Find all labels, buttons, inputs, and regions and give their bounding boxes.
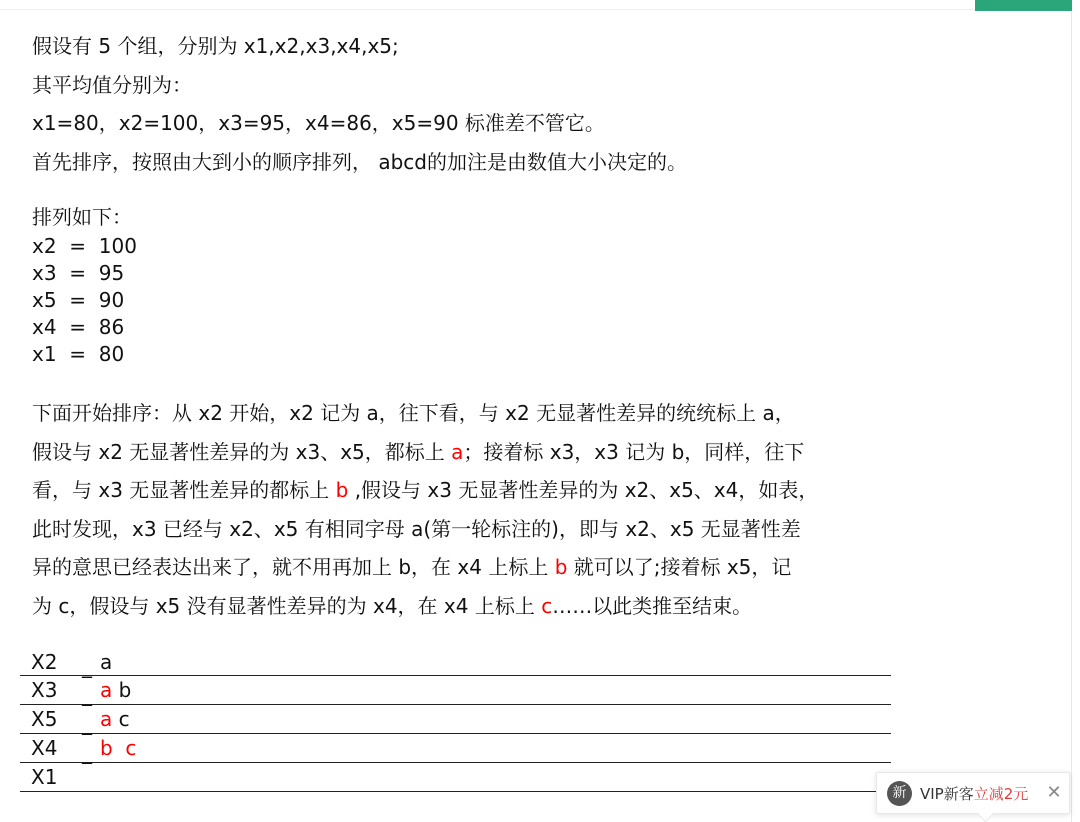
explain-line-2: 假设与 x2 无显著性差异的为 x3、x5，都标上 a；接着标 x3，x3 记为 b，同样，往下 xyxy=(32,439,805,464)
vip-discount: 立减2元 xyxy=(973,785,1029,803)
explain-line-5: 异的意思已经表达出来了，就不用再加上 b，在 x4 上标上 b 就可以了;接着标 x5，记 xyxy=(32,555,792,579)
group-name: X2 xyxy=(31,650,58,674)
top-border xyxy=(0,9,1072,10)
paragraph-means-values: x1=80，x2=100，x3=95，x4=86，x5=90 标准差不管它。 xyxy=(32,111,605,135)
letter-marks: a c xyxy=(100,707,130,731)
group-name: X4 xyxy=(31,736,58,760)
red-mark: c xyxy=(541,593,553,618)
red-mark: b xyxy=(335,478,349,502)
article-body xyxy=(32,27,902,625)
close-icon[interactable]: ✕ xyxy=(1046,782,1062,803)
group-name: X3 xyxy=(31,678,58,702)
table-row xyxy=(20,734,891,763)
table-row xyxy=(20,705,891,734)
table-row xyxy=(20,648,891,676)
vip-promo-popup[interactable] xyxy=(876,772,1070,814)
sorted-list-item: x3 = 95 xyxy=(32,261,125,285)
vip-promo-text[interactable]: VIP新客立减2元 xyxy=(920,785,1029,803)
dash-mark: _ xyxy=(82,654,92,678)
explain-line-3: 看，与 x3 无显著性差异的都标上 b ,假设与 x3 无显著性差异的为 x2、x5、x4，如表， xyxy=(32,478,819,502)
popup-arrow xyxy=(978,807,994,822)
sorted-list-item: x4 = 86 xyxy=(32,315,125,339)
right-border xyxy=(1071,9,1072,822)
sorted-list-item: x2 = 100 xyxy=(32,234,137,258)
sorted-list-item: x1 = 80 xyxy=(32,342,125,366)
explain-line-1: 下面开始排序：从 x2 开始，x2 记为 a，往下看，与 x2 无显著性差异的统统标上 a， xyxy=(32,401,795,425)
table-row xyxy=(20,763,891,792)
green-tab[interactable] xyxy=(975,0,1072,11)
paragraph-sorted-heading: 排列如下： xyxy=(32,205,132,229)
dash-mark: _ xyxy=(82,711,92,735)
group-name: X1 xyxy=(31,765,58,789)
explain-line-4: 此时发现，x3 已经与 x2、x5 有相同字母 a(第一轮标注的)，即与 x2、x5 无显著性差 xyxy=(32,516,801,541)
dash-mark: _ xyxy=(82,682,92,706)
sorted-list-item: x5 = 90 xyxy=(32,288,125,312)
paragraph-sort-rule: 首先排序，按照由大到小的顺序排列， abcd的加注是由数值大小决定的。 xyxy=(32,149,687,174)
significance-table xyxy=(20,648,891,792)
new-badge-icon: 新 xyxy=(887,781,912,806)
letter-marks: a xyxy=(100,650,113,674)
paragraph-groups: 假设有 5 个组，分别为 x1,x2,x3,x4,x5; xyxy=(32,34,399,58)
paragraph-means-heading: 其平均值分别为： xyxy=(32,72,192,97)
dash-mark: _ xyxy=(82,740,92,764)
letter-marks: a b xyxy=(100,678,132,702)
letter-marks: b c xyxy=(100,736,137,760)
explain-line-6: 为 c，假设与 x5 没有显著性差异的为 x4，在 x4 上标上 c……以此类推至结束。 xyxy=(32,593,753,618)
group-name: X5 xyxy=(31,707,58,731)
table-row xyxy=(20,676,891,705)
red-mark: a xyxy=(451,439,464,464)
red-mark: b xyxy=(554,555,568,579)
